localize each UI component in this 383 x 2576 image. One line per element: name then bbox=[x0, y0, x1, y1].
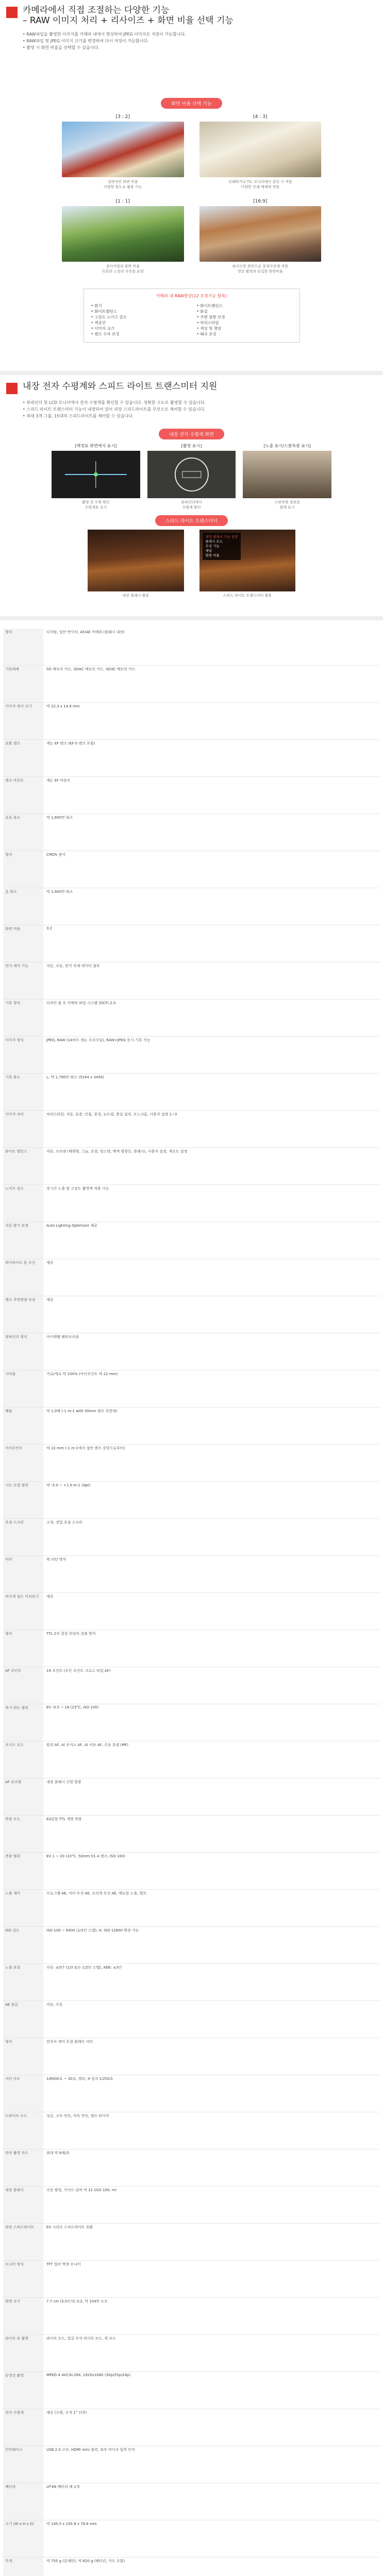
spec-key: 아이포인트 bbox=[3, 1445, 43, 1481]
spec-row bbox=[3, 1037, 380, 1074]
spec-key: 호환 렌즈 bbox=[3, 740, 43, 776]
spec-key: AF 보조광 bbox=[3, 1778, 43, 1815]
spec-row bbox=[3, 1185, 380, 1222]
spec-value: EV 1 ~ 20 (23°C, 50mm f/1.4 렌즈, ISO 100) bbox=[46, 1854, 126, 1858]
spec-key: 렌즈 주변광량 보정 bbox=[3, 1296, 43, 1333]
spec-key: 드라이브 모드 bbox=[3, 2112, 43, 2149]
spot-metering-screen bbox=[243, 451, 331, 498]
section-level-transmitter bbox=[0, 381, 383, 419]
spec-value: 제공 bbox=[46, 1298, 54, 1302]
spec-value: 수동: ±5단 (1/3 또는 1/2단 스텝), AEB: ±3단 bbox=[46, 1965, 122, 1970]
screen-label: [노출 표시/스팟측광 표시] bbox=[263, 444, 311, 448]
spec-value: TTL 2차 결상 위상차 검출 방식 bbox=[46, 1632, 96, 1636]
viewfinder-screen bbox=[147, 451, 236, 498]
aspect-ratio-photos bbox=[0, 114, 383, 274]
feature-item: • 고감도 노이즈 감소 bbox=[91, 315, 127, 319]
spec-value: 약 1,900만 화소 bbox=[46, 890, 73, 894]
spec-key: 이미지 형식 bbox=[3, 1037, 43, 1073]
viewfinder-circle-icon bbox=[147, 451, 236, 498]
spec-value: 라이브 모드, 얼굴 인식 라이브 모드, 퀵 모드 bbox=[46, 2336, 116, 2341]
cello-photo-builtin-flash bbox=[88, 530, 184, 591]
spec-row bbox=[3, 1074, 380, 1111]
spec-value: 장시간 노출 및 고감도 촬영에 적용 가능 bbox=[46, 1187, 109, 1191]
bullet-item: • 스피드 라이트 트랜스미터 기능이 내장되어 있어 외장 스피드라이트를 무선으로 제어할 수 있습니다. bbox=[23, 407, 206, 412]
level-screen-card bbox=[52, 443, 140, 510]
spec-key: 셔터 속도 bbox=[3, 2075, 43, 2112]
spec-row bbox=[3, 2557, 380, 2576]
spec-row bbox=[3, 2261, 380, 2298]
spec-value: CMOS 센서 bbox=[46, 853, 65, 857]
spec-row bbox=[3, 1853, 380, 1890]
spec-value: 약 -3.0 ~ +1.0 m-1 (dpt) bbox=[46, 1483, 91, 1487]
spec-row bbox=[3, 1111, 380, 1148]
photo-card bbox=[199, 114, 322, 190]
spec-key: ISO 감도 bbox=[3, 1927, 43, 1963]
spec-value: 제공 (수평, 수직 1° 단위) bbox=[46, 2411, 87, 2415]
spec-key: 하이라이트 톤 우선 bbox=[3, 1259, 43, 1296]
feature-item: • 픽쳐스타일 bbox=[196, 320, 219, 325]
spec-row bbox=[3, 2075, 380, 2112]
spec-value: 약 1,800만 화소 bbox=[46, 816, 73, 820]
spec-row bbox=[3, 2335, 380, 2372]
spec-value: 픽쳐스타일: 자동, 표준, 인물, 풍경, 뉴트럴, 충실 설정, 모노크롬, 사용자 설정 1~3 bbox=[46, 1112, 177, 1116]
photo-caption: 정사각형의 화면 비율 독특한 느낌의 사진을 표현 bbox=[102, 264, 144, 274]
section-title: 내장 전자 수평계와 스피드 라이트 트랜스미터 지원 bbox=[23, 381, 218, 392]
spec-row bbox=[3, 1964, 380, 2001]
spec-value: 고정, 정밀 초점 스크린 bbox=[46, 1520, 82, 1524]
spec-key: 피사계 심도 미리보기 bbox=[3, 1593, 43, 1630]
spec-row bbox=[3, 1370, 380, 1408]
spec-row bbox=[3, 814, 380, 851]
photo-card bbox=[62, 199, 184, 274]
lcd-level-screen bbox=[52, 451, 140, 498]
spec-key: 기록 형식 bbox=[3, 999, 43, 1036]
spec-key: 자동 밝기 보정 bbox=[3, 1222, 43, 1259]
spec-key: 형식 bbox=[3, 851, 43, 888]
spec-row bbox=[3, 1408, 380, 1445]
spec-key: 측광 범위 bbox=[3, 1853, 43, 1889]
photo-label: [3 : 2] bbox=[115, 114, 130, 120]
feature-item: • 왜곡 보정 bbox=[196, 332, 217, 336]
spec-value: 최대 약 8매/초 bbox=[46, 2151, 70, 2155]
spec-key: 외장 스피드라이트 bbox=[3, 2224, 43, 2260]
spec-table bbox=[3, 629, 380, 2576]
spec-value: 전자식 제어 포컬 플레인 셔터 bbox=[46, 2040, 93, 2044]
menu-line: 채널 bbox=[205, 549, 212, 553]
spec-row bbox=[3, 1741, 380, 1778]
spec-key: 기록매체 bbox=[3, 666, 43, 702]
aspect-ratio-pill-wrap bbox=[0, 98, 383, 109]
spec-key: 미러 bbox=[3, 1556, 43, 1592]
spec-row bbox=[3, 740, 380, 777]
spec-key: 화면 크기 bbox=[3, 2298, 43, 2334]
spec-value: L: 약 1,790만 화소 (5184 x 3456) bbox=[46, 1075, 104, 1079]
cello-card bbox=[199, 530, 296, 598]
spec-value: 19 포인트 (모든 포인트 크로스 타입 AF) bbox=[46, 1669, 111, 1673]
spec-row bbox=[3, 1704, 380, 1741]
menu-line: 발광 비율 bbox=[205, 553, 220, 557]
level-screen-card bbox=[243, 443, 331, 510]
spec-value: 약 755 g (본체만), 약 820 g (배터리, 카드 포함) bbox=[46, 2559, 125, 2563]
menu-line: 내장 플래시 기능 설정 bbox=[205, 535, 238, 539]
section-divider bbox=[0, 616, 383, 620]
spec-key: 인터페이스 bbox=[3, 2446, 43, 2483]
spec-key: 연속 촬영 속도 bbox=[3, 2149, 43, 2186]
spec-row bbox=[3, 777, 380, 814]
section-header bbox=[0, 5, 383, 26]
bullet-item: • 최대 3개 그룹, 15대의 스피드라이트를 제어할 수 있습니다. bbox=[23, 414, 134, 418]
feature-item: • 밝기 bbox=[91, 303, 102, 308]
spec-value: 약 1.0배 (-1 m-1 with 50mm 렌즈 무한대) bbox=[46, 1409, 118, 1413]
section-divider bbox=[0, 371, 383, 375]
spec-row bbox=[3, 1445, 380, 1482]
spec-value: 퀵 리턴 방식 bbox=[46, 1557, 66, 1562]
spec-value: 자동, 수동 bbox=[46, 2003, 63, 2007]
section-title bbox=[23, 5, 234, 26]
spec-row bbox=[3, 1333, 380, 1370]
spec-value: 싱글, 고속 연속, 저속 연속, 셀프 타이머 bbox=[46, 2114, 109, 2118]
spec-row bbox=[3, 962, 380, 999]
feature-col-right bbox=[197, 303, 292, 337]
feature-item: • 주변 광량 보정 bbox=[196, 315, 225, 319]
feature-col-left bbox=[91, 303, 187, 337]
spec-key: 모니터 형식 bbox=[3, 2261, 43, 2297]
spec-key: 노출 보정 bbox=[3, 1964, 43, 2001]
spec-key: 형식 bbox=[3, 1630, 43, 1667]
spec-value: 자동, 수동, 먼지 삭제 데이터 첨부 bbox=[46, 964, 100, 968]
spec-key: 크기 (W x H x D) bbox=[3, 2520, 43, 2557]
transmitter-pill: 스피드 라이트 트랜스미터 bbox=[155, 515, 228, 526]
spec-row bbox=[3, 2038, 380, 2075]
spec-value: 아이레벨 펜타프리즘 bbox=[46, 1335, 79, 1339]
feature-item: • 이미지 크기 bbox=[91, 326, 114, 331]
spec-row bbox=[3, 2112, 380, 2149]
spec-row bbox=[3, 2483, 380, 2520]
photo-card bbox=[199, 199, 322, 274]
spec-row bbox=[3, 1519, 380, 1556]
city-photo bbox=[199, 206, 322, 262]
spec-key: 시야율 bbox=[3, 1370, 43, 1407]
spec-value: ISO 100 ~ 6400 (1/3단 스텝), H: ISO 12800 확장 가능 bbox=[46, 1928, 139, 1933]
photo-label: [4 : 3] bbox=[253, 114, 268, 120]
spec-key: 형식 bbox=[3, 2038, 43, 2075]
photo-caption: 와이드한 화면으로 풍경사진에 적합 영상 촬영과 동일한 화면비율 bbox=[232, 264, 288, 274]
spec-value: 수동 팝업, 가이드 넘버 약 12 (ISO 100, m) bbox=[46, 2188, 117, 2192]
spec-row bbox=[3, 2520, 380, 2557]
spec-row bbox=[3, 1667, 380, 1704]
spec-row bbox=[3, 1778, 380, 1816]
spec-key: 먼지 제거 기능 bbox=[3, 962, 43, 999]
spec-key: 배터리 bbox=[3, 2483, 43, 2520]
spec-value: SD 메모리 카드, SDHC 메모리 카드, SDXC 메모리 카드 bbox=[46, 667, 136, 671]
spec-value: EX 시리즈 스피드라이트 호환 bbox=[46, 2225, 93, 2229]
spec-row bbox=[3, 1816, 380, 1853]
spec-value: 캐논 EF 렌즈 (EF-S 렌즈 포함) bbox=[46, 741, 95, 745]
spec-key: 총 화소 bbox=[3, 888, 43, 925]
screen-label: [촬영 표시] bbox=[181, 444, 202, 448]
feature-item: • 화이트밸런스 bbox=[196, 303, 223, 308]
spec-row bbox=[3, 888, 380, 925]
cello-card bbox=[88, 530, 184, 598]
spec-value: Auto Lighting Optimizer 제공 bbox=[46, 1224, 98, 1228]
spec-value: 63분할 TTL 개방 측광 bbox=[46, 1817, 82, 1821]
transmitter-pill-wrap bbox=[0, 515, 383, 526]
feature-box-title: 카메라 내 RAW현상(12 조정기능 항목) bbox=[156, 294, 227, 298]
spec-key: 유효 화소 bbox=[3, 814, 43, 851]
spec-key: 노출 제어 bbox=[3, 1890, 43, 1926]
spec-row bbox=[3, 1890, 380, 1927]
spec-key: 초점 스크린 bbox=[3, 1519, 43, 1555]
spec-row bbox=[3, 2298, 380, 2335]
level-gauge-icon bbox=[52, 451, 140, 498]
spec-value: 7.7 cm (3.0인치) 3:2, 약 104만 도트 bbox=[46, 2299, 108, 2303]
spec-value: 제공 bbox=[46, 1595, 54, 1599]
spec-row bbox=[3, 2409, 380, 2446]
screen-label: [액정표 화면에서 표시] bbox=[75, 444, 117, 448]
spec-row bbox=[3, 2187, 380, 2224]
cello-photo-transmitter bbox=[199, 530, 296, 591]
spec-key: 화면 비율 bbox=[3, 925, 43, 962]
level-pill-wrap bbox=[0, 429, 383, 439]
bullet-item: • RAW파일 및 JPEG 이미지 크기를 변경하여 다시 저장이 가능합니다. bbox=[23, 39, 149, 43]
spec-row bbox=[3, 1482, 380, 1519]
spec-key: 화이트 밸런스 bbox=[3, 1148, 43, 1184]
red-square-icon bbox=[6, 7, 18, 18]
spec-row bbox=[3, 2224, 380, 2261]
spec-key: 이미지 센서 크기 bbox=[3, 703, 43, 739]
feature-item: • 화이트밸런스 bbox=[91, 309, 117, 314]
spec-row bbox=[3, 2001, 380, 2038]
bag-photo bbox=[199, 122, 322, 177]
spec-value: 내장 플래시 간헐 발광 bbox=[46, 1780, 81, 1784]
spec-value: 약 22 mm (-1 m-1에서 접안 렌즈 중앙으로부터) bbox=[46, 1446, 125, 1450]
menu-line: 플래시 모드 bbox=[205, 539, 223, 544]
tram-photo bbox=[62, 122, 184, 177]
spec-key: 시도 조절 범위 bbox=[3, 1482, 43, 1518]
spec-key: 형식 bbox=[3, 629, 43, 665]
spec-key: 측광 모드 bbox=[3, 1816, 43, 1852]
spec-value: 약 145.5 x 105.8 x 78.6 mm bbox=[46, 2522, 97, 2526]
aspect-ratio-pill: 화면 비율 선택 기능 bbox=[161, 98, 222, 109]
screen-caption: 스팟측광 정보를 함께 표시 bbox=[274, 500, 300, 510]
spec-value: 제공 bbox=[46, 1261, 54, 1265]
screen-caption: 촬영 전 수평 확인 수평계를 표시 bbox=[81, 500, 110, 510]
spec-row bbox=[3, 1556, 380, 1593]
spec-key: 배율 bbox=[3, 1408, 43, 1444]
spec-row bbox=[3, 999, 380, 1037]
spec-row bbox=[3, 629, 380, 666]
spec-value: 약 22.3 x 14.9 mm bbox=[46, 704, 80, 708]
title-line-2: – RAW 이미지 처리 + 리사이즈 + 화면 비율 선택 기능 bbox=[23, 15, 234, 26]
spec-key: 라이브 뷰 촬영 bbox=[3, 2335, 43, 2371]
cello-photos bbox=[0, 530, 383, 598]
spec-key: 렌즈 마운트 bbox=[3, 777, 43, 814]
screen-caption: 뷰파인더에서 수평계 확인 bbox=[181, 500, 202, 510]
feature-item: • 렌즈 수차 보정 bbox=[91, 332, 120, 336]
spec-key: AE 잠금 bbox=[3, 2001, 43, 2038]
spec-row bbox=[3, 666, 380, 703]
spec-value: TFT 컬러 액정 모니터 bbox=[46, 2262, 81, 2266]
electronic-level-pill: 내장 전자 수평계 화면 bbox=[159, 429, 224, 439]
spec-row bbox=[3, 925, 380, 962]
bullet-list bbox=[23, 399, 383, 419]
spec-value: EV -0.5 ~ 18 (23°C, ISO 100) bbox=[46, 1705, 99, 1709]
spec-key: 동영상 촬영 bbox=[3, 2372, 43, 2409]
photo-caption: 인쇄하거나 TV, 모니터에서 감상 시 적합 다양한 인쇄 매체에 적합 bbox=[228, 180, 292, 189]
spec-row bbox=[3, 1296, 380, 1333]
section-header bbox=[0, 381, 383, 394]
spec-value: 캐논 EF 마운트 bbox=[46, 778, 71, 783]
spec-value: 가로/세로 약 100% (아이포인트 약 22 mm) bbox=[46, 1372, 118, 1376]
spec-row bbox=[3, 851, 380, 888]
menu-line: 무선 기능 bbox=[205, 544, 220, 548]
spec-row bbox=[3, 1148, 380, 1185]
spec-row bbox=[3, 703, 380, 740]
section-raw-processing bbox=[0, 5, 383, 51]
cello-caption: 내장 플래시 활용 bbox=[122, 594, 149, 598]
level-screens bbox=[0, 443, 383, 510]
raw-feature-box bbox=[84, 289, 300, 343]
feature-item: • 색상 및 명암 bbox=[196, 326, 222, 331]
spec-row bbox=[3, 1259, 380, 1296]
spec-value: 원샷 AF, AI 포커스 AF, AI 서보 AF, 수동 초점 (MF) bbox=[46, 1743, 128, 1747]
spec-value: MPEG-4 AVC/H.264, 1920x1080 (30p/25p/24p) bbox=[46, 2373, 131, 2377]
cello-caption: 스피드 라이트 트랜스미터 활용 bbox=[223, 594, 272, 598]
bullet-item: • 촬영 시 화면 비율을 선택할 수 있습니다. bbox=[23, 45, 99, 50]
spec-row bbox=[3, 1927, 380, 1964]
spec-key: 전자 수평계 bbox=[3, 2409, 43, 2446]
spec-key: 노이즈 감소 bbox=[3, 1185, 43, 1222]
spec-row bbox=[3, 1630, 380, 1667]
spec-row bbox=[3, 2149, 380, 2187]
spec-key: 무게 bbox=[3, 2557, 43, 2576]
spec-row bbox=[3, 2446, 380, 2483]
red-square-icon bbox=[6, 383, 18, 394]
feature-item: • 화질 bbox=[196, 309, 208, 314]
bullet-item: • 뷰파인더 및 LCD 모니터에서 전자 수평계를 확인할 수 있습니다. 정확한 구도로 촬영할 수 있습니다. bbox=[23, 400, 206, 405]
bullet-list bbox=[23, 31, 383, 51]
forest-photo bbox=[62, 206, 184, 262]
spec-row bbox=[3, 1593, 380, 1630]
spec-value: USB 2.0 고속, HDMI mini 출력, 외부 마이크 입력 단자 bbox=[46, 2448, 135, 2452]
spec-key: 이미지 처리 bbox=[3, 1111, 43, 1147]
spec-row bbox=[3, 2372, 380, 2409]
spec-value: JPEG, RAW (14비트 캐논 오리지널), RAW+JPEG 동시 기록 가능 bbox=[46, 1038, 151, 1042]
spec-value: 디지털, 일안 반사식, AF/AE 카메라 (플래시 내장) bbox=[46, 630, 125, 634]
spec-key: 기록 화소 bbox=[3, 1074, 43, 1110]
spec-key: AF 포인트 bbox=[3, 1667, 43, 1704]
spec-row bbox=[3, 1222, 380, 1259]
spec-value: 자동, 프리셋 (태양광, 그늘, 흐림, 텅스텐, 백색 형광등, 플래시), 사용자 설정, 색온도 설정 bbox=[46, 1149, 188, 1154]
photo-label: [1 : 1] bbox=[115, 199, 130, 204]
spec-value: 1/8000초 ~ 30초, 벌브, X-싱크 1/250초 bbox=[46, 2077, 113, 2081]
spec-value: 디자인 룰 포 카메라 파일 시스템 (DCF) 2.0 bbox=[46, 1001, 116, 1005]
bullet-item: • RAW파일을 촬영한 이미지를 카메라 내에서 현상하여 JPEG 이미지로 저장이 가능합니다. bbox=[23, 32, 186, 37]
spec-key: 측거 휘도 범위 bbox=[3, 1704, 43, 1741]
spec-value: 3:2 bbox=[46, 926, 53, 930]
photo-label: [16:9] bbox=[253, 199, 268, 204]
spec-value: 프로그램 AE, 셔터 우선 AE, 조리개 우선 AE, 매뉴얼 노출, 벌브 bbox=[46, 1891, 147, 1895]
feature-item: • 색공간 bbox=[91, 320, 106, 325]
title-line-1: 카메라에서 직접 조절하는 다양한 기능 bbox=[23, 5, 170, 15]
spec-key: 뷰파인더 형식 bbox=[3, 1333, 43, 1370]
spec-value: LP-E6 배터리 팩 1개 bbox=[46, 2485, 80, 2489]
spec-key: 포커스 모드 bbox=[3, 1741, 43, 1778]
photo-caption: 일반적인 화면 비율 다양한 용도로 활용 가능 bbox=[104, 180, 142, 189]
level-screen-card bbox=[147, 443, 236, 510]
flash-menu-overlay bbox=[203, 533, 241, 560]
raw-feature-box-wrap bbox=[0, 289, 383, 343]
photo-card bbox=[62, 114, 184, 190]
spec-key: 내장 플래시 bbox=[3, 2187, 43, 2223]
